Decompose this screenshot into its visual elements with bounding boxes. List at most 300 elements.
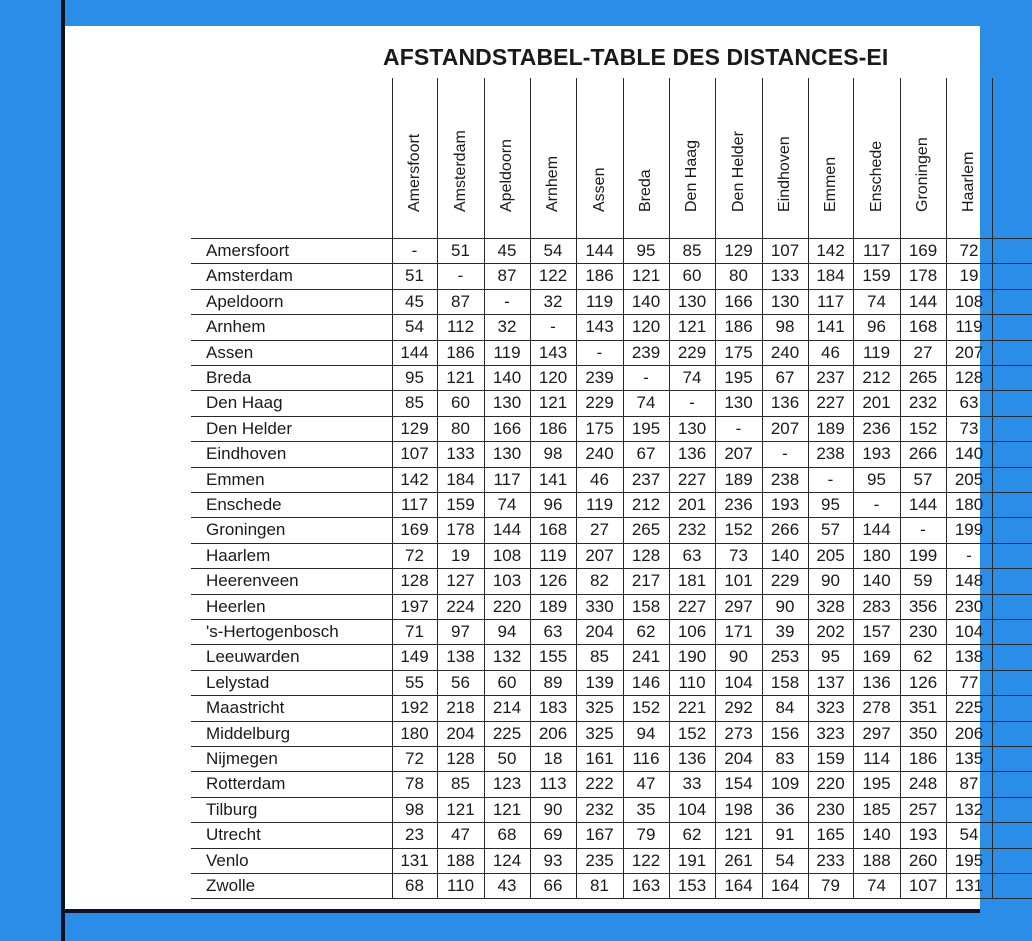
distance-cell: 137 [816, 672, 845, 692]
distance-cell: 27 [590, 520, 609, 540]
distance-cell: 119 [493, 342, 521, 362]
row-label: Rotterdam [206, 774, 286, 794]
row-label: Haarlem [206, 545, 271, 565]
distance-cell: 154 [724, 774, 753, 794]
row-label: Apeldoorn [206, 291, 284, 311]
distance-cell: 261 [724, 850, 753, 870]
distance-cell: 292 [724, 698, 753, 718]
column-header-label: Emmen [821, 156, 839, 212]
distance-cell: 96 [867, 317, 886, 337]
distance-cell: 171 [724, 622, 753, 641]
distance-cell: - [550, 317, 556, 337]
distance-cell: 330 [585, 596, 614, 616]
distance-cell: 235 [585, 850, 614, 870]
distance-cell: 130 [492, 444, 522, 464]
distance-cell: 116 [632, 749, 660, 768]
row-label: Emmen [206, 469, 265, 489]
distance-cell: 168 [538, 520, 568, 540]
distance-cell: 113 [539, 774, 567, 794]
distance-cell: 128 [631, 545, 661, 565]
column-divider [992, 78, 993, 898]
distance-cell: 152 [908, 418, 938, 438]
column-header-label: Arnhem [544, 155, 561, 212]
distance-cell: 236 [862, 418, 891, 438]
row-label: Arnhem [206, 317, 266, 337]
distance-cell: 207 [954, 342, 984, 362]
distance-cell: 207 [770, 418, 800, 438]
bottom-border-rule [61, 909, 980, 913]
distance-cell: 120 [631, 317, 661, 337]
row-label: Zwolle [206, 876, 256, 895]
distance-cell: 112 [446, 317, 475, 337]
row-label: Groningen [206, 520, 286, 540]
distance-cell: 239 [631, 342, 661, 362]
distance-cell: 178 [446, 520, 475, 540]
distance-cell: 186 [538, 418, 568, 438]
distance-cell: 130 [677, 418, 707, 438]
distance-cell: 121 [631, 266, 661, 286]
distance-cell: 142 [400, 469, 429, 489]
distance-cell: - [827, 469, 834, 489]
column-header-label: Amersfoort [405, 133, 423, 212]
distance-cell: - [689, 393, 695, 413]
column-header-label: Assen [590, 167, 608, 212]
distance-cell: 85 [682, 241, 702, 260]
distance-cell: 141 [816, 317, 845, 337]
row-label: 's-Hertogenbosch [206, 622, 339, 641]
distance-cell: 47 [451, 825, 470, 845]
distance-cell: 221 [677, 698, 707, 718]
distance-cell: 46 [590, 469, 609, 489]
distance-cell: 80 [451, 418, 470, 438]
distance-cell: 181 [677, 571, 707, 591]
distance-cell: 198 [724, 799, 753, 819]
distance-cell: 140 [492, 368, 522, 387]
distance-cell: 91 [775, 825, 795, 845]
distance-cell: 323 [816, 723, 845, 743]
column-header [576, 78, 623, 230]
distance-cell: 90 [729, 647, 748, 667]
distance-cell: 140 [631, 291, 661, 311]
distance-cell: 161 [585, 749, 614, 768]
distance-cell: 133 [446, 444, 475, 464]
distance-cell: 95 [636, 241, 656, 260]
distance-cell: 159 [862, 266, 891, 286]
distance-cell: 156 [770, 723, 800, 743]
distance-cell: 227 [816, 393, 845, 413]
distance-cell: 79 [636, 825, 656, 845]
row-label: Breda [206, 368, 252, 387]
distance-cell: 195 [724, 368, 753, 387]
distance-cell: 183 [538, 698, 568, 718]
distance-cell: 103 [492, 571, 522, 591]
distance-cell: 106 [677, 622, 707, 641]
distance-cell: 117 [400, 495, 429, 514]
distance-cell: 136 [677, 444, 707, 464]
row-label: Heerlen [206, 596, 266, 616]
distance-cell: 121 [446, 799, 475, 819]
distance-cell: 107 [770, 241, 800, 260]
row-divider [191, 898, 1032, 899]
distance-cell: 110 [446, 876, 475, 895]
distance-cell: 142 [816, 241, 845, 260]
distance-cell: 19 [451, 545, 470, 565]
distance-cell: 217 [631, 571, 661, 591]
distance-cell: 195 [954, 850, 984, 870]
distance-cell: - [411, 241, 418, 260]
distance-cell: 122 [538, 266, 568, 286]
distance-cell: 59 [913, 571, 933, 591]
distance-cell: 212 [631, 495, 661, 514]
distance-cell: 130 [724, 393, 753, 413]
distance-cell: 240 [770, 342, 800, 362]
distance-cell: 63 [959, 393, 979, 413]
distance-cell: 89 [543, 672, 563, 692]
distance-cell: 178 [908, 266, 938, 286]
distance-cell: 98 [405, 799, 424, 819]
distance-cell: 63 [543, 622, 563, 641]
column-header-label: Amsterdam [451, 130, 469, 212]
distance-cell: 90 [543, 799, 563, 819]
distance-cell: 220 [816, 774, 845, 794]
distance-cell: 132 [954, 799, 984, 819]
column-header [484, 78, 530, 230]
distance-cell: 143 [585, 317, 614, 337]
row-label: Tilburg [206, 799, 258, 819]
column-header [853, 78, 900, 230]
distance-cell: 186 [585, 266, 614, 286]
distance-cell: 169 [862, 647, 891, 667]
distance-cell: 199 [954, 520, 984, 540]
distance-cell: 227 [677, 596, 707, 616]
distance-cell: 110 [678, 672, 706, 692]
distance-cell: 80 [729, 266, 748, 286]
distance-cell: 67 [775, 368, 795, 387]
distance-cell: 119 [585, 495, 614, 514]
distance-cell: 152 [724, 520, 753, 540]
distance-cell: 159 [816, 749, 845, 768]
distance-cell: 104 [724, 672, 753, 692]
distance-cell: 136 [677, 749, 707, 768]
distance-cell: 72 [959, 241, 979, 260]
distance-cell: 201 [862, 393, 891, 413]
distance-cell: 121 [446, 368, 475, 387]
distance-cell: 236 [724, 495, 753, 514]
distance-cell: 224 [446, 596, 475, 616]
distance-cell: 328 [816, 596, 845, 616]
distance-cell: 140 [954, 444, 984, 464]
column-header [946, 78, 992, 230]
distance-cell: 186 [908, 749, 938, 768]
distance-cell: 85 [590, 647, 609, 667]
distance-cell: 206 [954, 723, 984, 743]
distance-cell: 185 [862, 799, 891, 819]
distance-cell: 87 [959, 774, 979, 794]
distance-cell: 68 [497, 825, 517, 845]
distance-cell: 72 [405, 545, 424, 565]
distance-cell: 230 [954, 596, 984, 616]
distance-cell: 240 [585, 444, 614, 464]
distance-cell: 32 [497, 317, 517, 337]
distance-cell: 218 [446, 698, 475, 718]
distance-cell: 68 [405, 876, 424, 895]
distance-cell: 39 [775, 622, 795, 641]
distance-cell: 85 [405, 393, 424, 413]
distance-cell: 60 [497, 672, 517, 692]
distance-cell: 57 [821, 520, 840, 540]
distance-cell: 94 [636, 723, 656, 743]
distance-cell: 225 [492, 723, 522, 743]
distance-cell: 180 [954, 495, 984, 514]
distance-cell: 97 [451, 622, 470, 641]
distance-cell: 153 [677, 876, 707, 895]
distance-cell: 119 [585, 291, 614, 311]
distance-cell: 175 [585, 418, 614, 438]
distance-cell: 120 [538, 368, 568, 387]
row-label: Den Helder [206, 418, 292, 438]
distance-cell: 136 [770, 393, 800, 413]
distance-cell: 129 [400, 418, 429, 438]
distance-cell: 186 [724, 317, 753, 337]
distance-cell: 222 [585, 774, 614, 794]
distance-cell: 144 [400, 342, 429, 362]
distance-cell: 62 [636, 622, 656, 641]
distance-cell: 43 [497, 876, 517, 895]
row-label: Den Haag [206, 393, 283, 413]
distance-cell: 119 [539, 545, 567, 565]
distance-cell: 78 [405, 774, 424, 794]
distance-cell: 197 [400, 596, 429, 616]
distance-cell: 107 [400, 444, 429, 464]
distance-cell: 45 [497, 241, 517, 260]
distance-cell: 199 [908, 545, 938, 565]
row-label: Heerenveen [206, 571, 299, 591]
column-header-label: Enschede [867, 140, 885, 212]
distance-cell: 205 [954, 469, 984, 489]
distance-cell: 229 [770, 571, 800, 591]
distance-cell: 166 [724, 291, 753, 311]
distance-cell: 204 [446, 723, 475, 743]
distance-cell: 67 [636, 444, 656, 464]
distance-cell: 220 [492, 596, 522, 616]
distance-cell: 62 [913, 647, 933, 667]
distance-cell: - [782, 444, 788, 464]
distance-cell: 95 [867, 469, 886, 489]
distance-cell: 98 [775, 317, 795, 337]
distance-cell: 74 [867, 291, 886, 311]
column-header [808, 78, 853, 230]
distance-cell: 230 [816, 799, 845, 819]
row-label: Nijmegen [206, 749, 278, 768]
distance-cell: 265 [908, 368, 938, 387]
distance-cell: 104 [954, 622, 984, 641]
distance-cell: - [643, 368, 649, 387]
distance-cell: 77 [959, 672, 979, 692]
distance-cell: 253 [770, 647, 800, 667]
distance-cell: 155 [538, 647, 568, 667]
distance-cell: 323 [816, 698, 845, 718]
distance-cell: 273 [724, 723, 753, 743]
distance-cell: 233 [816, 850, 845, 870]
distance-cell: 126 [538, 571, 568, 591]
distance-cell: 237 [816, 368, 845, 387]
distance-cell: - [873, 495, 880, 514]
distance-cell: 141 [538, 469, 568, 489]
row-label: Amsterdam [206, 266, 293, 286]
distance-cell: - [504, 291, 510, 311]
distance-cell: 351 [908, 698, 938, 718]
distance-cell: 35 [636, 799, 656, 819]
distance-cell: 129 [724, 241, 753, 260]
distance-cell: 121 [492, 799, 522, 819]
distance-cell: 152 [677, 723, 707, 743]
distance-cell: 180 [400, 723, 429, 743]
row-label: Maastricht [206, 698, 285, 718]
distance-cell: 107 [908, 876, 938, 895]
distance-cell: 180 [862, 545, 891, 565]
distance-cell: 46 [821, 342, 840, 362]
distance-cell: 85 [451, 774, 470, 794]
distance-cell: 119 [955, 317, 983, 337]
distance-cell: 297 [724, 596, 753, 616]
distance-cell: 90 [775, 596, 795, 616]
distance-cell: 184 [816, 266, 845, 286]
distance-cell: 227 [677, 469, 707, 489]
distance-cell: 206 [538, 723, 568, 743]
distance-cell: 204 [724, 749, 753, 768]
distance-cell: 19 [959, 266, 979, 286]
distance-cell: 165 [816, 825, 845, 845]
distance-cell: 47 [636, 774, 656, 794]
row-label: Leeuwarden [206, 647, 300, 667]
distance-cell: 130 [677, 291, 707, 311]
distance-cell: 95 [821, 647, 840, 667]
distance-cell: 117 [862, 241, 891, 260]
distance-cell: 201 [677, 495, 707, 514]
table-title: AFSTANDSTABEL-TABLE DES DISTANCES-EI [383, 44, 889, 70]
distance-cell: 202 [816, 622, 845, 641]
distance-cell: 193 [770, 495, 800, 514]
distance-cell: 54 [543, 241, 563, 260]
distance-cell: 135 [954, 749, 984, 768]
distance-cell: 278 [862, 698, 891, 718]
distance-cell: 238 [816, 444, 845, 464]
distance-cell: 130 [770, 291, 800, 311]
distance-cell: 56 [451, 672, 470, 692]
distance-cell: 140 [862, 825, 891, 845]
row-label: Utrecht [206, 825, 261, 845]
distance-cell: 23 [405, 825, 424, 845]
distance-cell: 192 [400, 698, 429, 718]
column-header [392, 78, 437, 230]
distance-cell: 169 [908, 241, 938, 260]
distance-table-page [65, 26, 984, 909]
distance-cell: 74 [636, 393, 656, 413]
distance-cell: 108 [954, 291, 984, 311]
distance-cell: 117 [493, 469, 521, 489]
distance-cell: 195 [862, 774, 891, 794]
distance-cell: 188 [862, 850, 891, 870]
distance-cell: 117 [816, 291, 845, 311]
distance-cell: 184 [446, 469, 475, 489]
distance-cell: 152 [631, 698, 661, 718]
distance-cell: 50 [497, 749, 517, 768]
row-label: Middelburg [206, 723, 291, 743]
distance-cell: 207 [724, 444, 753, 464]
row-label: Enschede [206, 495, 282, 514]
distance-cell: 138 [446, 647, 475, 667]
row-label: Lelystad [206, 672, 270, 692]
distance-cell: 51 [405, 266, 424, 286]
distance-cell: 119 [862, 342, 891, 362]
distance-cell: 158 [770, 672, 800, 692]
column-header [762, 78, 808, 230]
distance-cell: 55 [405, 672, 424, 692]
distance-cell: 69 [543, 825, 563, 845]
distance-cell: 260 [908, 850, 938, 870]
distance-cell: - [457, 266, 464, 286]
distance-cell: 140 [862, 571, 891, 591]
distance-cell: - [920, 520, 926, 540]
distance-cell: 84 [775, 698, 795, 718]
distance-cell: 214 [492, 698, 522, 718]
column-header [530, 78, 576, 230]
distance-cell: 121 [677, 317, 707, 337]
column-header-label: Den Haag [683, 139, 700, 212]
distance-cell: 109 [770, 774, 800, 794]
distance-cell: 131 [954, 876, 984, 895]
distance-cell: 130 [492, 393, 522, 413]
distance-cell: 62 [682, 825, 702, 845]
column-header-label: Groningen [914, 137, 931, 212]
distance-cell: 138 [954, 647, 984, 667]
distance-cell: 87 [451, 291, 470, 311]
column-header [715, 78, 762, 230]
distance-cell: 169 [400, 520, 429, 540]
distance-cell: 81 [590, 876, 609, 895]
distance-cell: 128 [446, 749, 475, 768]
distance-cell: 325 [585, 698, 614, 718]
distance-cell: 18 [543, 749, 563, 768]
distance-cell: 121 [538, 393, 568, 413]
distance-cell: 83 [775, 749, 795, 768]
distance-cell: 27 [913, 342, 933, 362]
distance-cell: 297 [862, 723, 891, 743]
distance-cell: 144 [862, 520, 891, 540]
distance-cell: 94 [497, 622, 517, 641]
distance-cell: 96 [543, 495, 563, 514]
distance-cell: 60 [682, 266, 702, 286]
distance-cell: 193 [908, 825, 938, 845]
column-header-label: Den Helder [729, 131, 747, 212]
column-header-label: Breda [637, 169, 654, 212]
distance-cell: 101 [724, 571, 753, 591]
distance-cell: 126 [908, 672, 938, 692]
distance-cell: 123 [492, 774, 522, 794]
distance-cell: 128 [400, 571, 429, 591]
distance-cell: 166 [492, 418, 522, 438]
distance-cell: 159 [446, 495, 475, 514]
distance-cell: 57 [913, 469, 933, 489]
distance-cell: 104 [677, 799, 707, 819]
distance-cell: 239 [585, 368, 614, 387]
distance-cell: 237 [631, 469, 661, 489]
distance-cell: 82 [590, 571, 609, 591]
distance-cell: 95 [405, 368, 424, 387]
distance-cell: 168 [908, 317, 938, 337]
distance-cell: 93 [543, 850, 563, 870]
column-header-label: Eindhoven [776, 136, 793, 212]
